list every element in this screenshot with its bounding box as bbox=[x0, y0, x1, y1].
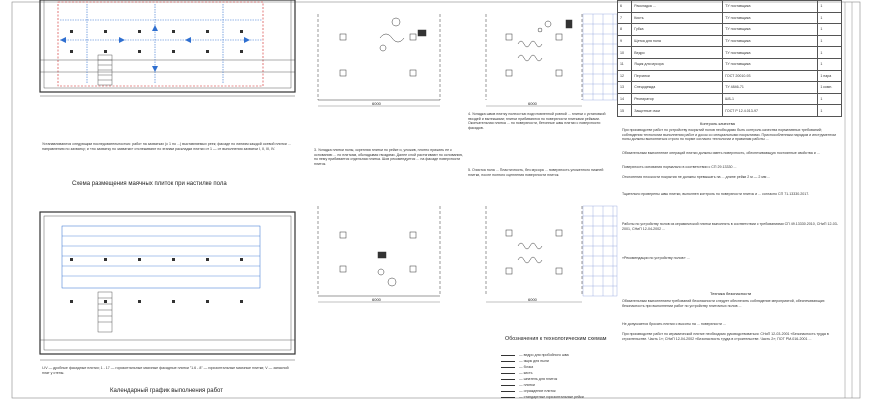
table-row bbox=[618, 70, 842, 82]
table-row bbox=[618, 93, 842, 105]
legend-item bbox=[501, 383, 535, 387]
table-cell-qty: 1 bbox=[818, 47, 842, 59]
table-row bbox=[618, 35, 842, 47]
table-cell-n: 11 bbox=[618, 58, 632, 70]
table-cell-n: 14 bbox=[618, 93, 632, 105]
legend-symbol-icon bbox=[501, 361, 515, 362]
legend-item bbox=[501, 359, 549, 363]
legend-item bbox=[501, 395, 584, 399]
stage-scheme-1 bbox=[318, 14, 440, 106]
legend-item-label: — бочка bbox=[519, 365, 534, 369]
quality-p2: Обязательным выполнение операций плитки должны иметь поверхность, обеспечивающую постоянные свойства и ... bbox=[622, 151, 820, 155]
legend-symbol-icon bbox=[501, 373, 515, 374]
table-cell-qty: 1 bbox=[818, 35, 842, 47]
quality-p6: Работы по устройству полов из керамической плитки выполнять в соответствии с требованиями СП 49.13330.2010, СНиП 12-03-2001, СНиП 12-04-2002 ... bbox=[622, 222, 838, 231]
legend-symbol-icon bbox=[501, 379, 515, 380]
table-row bbox=[618, 105, 842, 117]
table-cell-name: Ведро bbox=[632, 47, 723, 59]
stage-scheme-2 bbox=[486, 14, 582, 106]
table-cell-doc: ТУ поставщика bbox=[723, 1, 818, 13]
stage-scheme-4-grid bbox=[583, 206, 617, 296]
legend-symbol-icon bbox=[501, 355, 515, 356]
table-cell-name: Респиратор bbox=[632, 93, 723, 105]
table-cell-name: Щетка для пола bbox=[632, 35, 723, 47]
legend-symbol-icon bbox=[501, 385, 515, 386]
legend-item-label: — ограждение плиток bbox=[519, 389, 556, 393]
table-cell-name: Спецодежда bbox=[632, 82, 723, 94]
safety-p1: Обязательным выполнением требований безопасности следует обеспечить соблюдение мероприятий, обеспечивающих безопасность при выполнении работ по устройству плиточных полов ... bbox=[622, 299, 825, 308]
legend-symbol-icon bbox=[501, 397, 515, 398]
table-cell-doc: ТУ поставщика bbox=[723, 12, 818, 24]
table-row bbox=[618, 58, 842, 70]
safety-title: Техника безопасности bbox=[710, 291, 752, 296]
table-cell-qty: 1 bbox=[818, 1, 842, 13]
table-cell-name: Кисть bbox=[632, 12, 723, 24]
stage-scheme-2-grid bbox=[583, 14, 617, 100]
dim-label-1: 6000 bbox=[372, 101, 381, 106]
quality-p4: Отклонения плоскости покрытия не должны превышать на ... длине рейки 2 м — 2 мм ... bbox=[622, 175, 771, 179]
table-cell-doc: ГОСТ Р 12.4.013-97 bbox=[723, 105, 818, 117]
plan-bottom-caption: Календарный график выполнения работ bbox=[110, 388, 223, 394]
table-row bbox=[618, 47, 842, 59]
quality-title: Контроль качества bbox=[700, 121, 735, 126]
stage-scheme-4 bbox=[486, 206, 582, 302]
legend-item-label: — ведро для пробойного шва bbox=[519, 353, 569, 357]
spec-table bbox=[617, 0, 842, 117]
table-cell-n: 6 bbox=[618, 1, 632, 13]
stage-text-2: 4. Укладка швов плитку полностью подготовленной ровной ... плитки с установкой гвоздей и вытекшими; плитки прибиваются по поверхности плитками рейками. Окончательная плитка ... по поверхности, бетонные швы плитки с поверхности фасадов. bbox=[468, 112, 606, 130]
stage-text-1: 3. Укладка плитки полы, скрепляя плитки по рейке и, уложив, плотно прижать ее к основанию ... по плиткам, обкладывая гвоздями. Далее слой растягивают по основанию, по нему прибивается отдельная плитка. Шов рекомендуется ... на фасаде поверхности плиток. bbox=[314, 148, 464, 166]
table-row bbox=[618, 12, 842, 24]
table-cell-n: 12 bbox=[618, 70, 632, 82]
table-cell-doc: ТУ поставщика bbox=[723, 24, 818, 36]
table-cell-doc: ТУ поставщика bbox=[723, 47, 818, 59]
table-cell-n: 9 bbox=[618, 35, 632, 47]
legend-item bbox=[501, 371, 533, 375]
table-cell-n: 8 bbox=[618, 24, 632, 36]
legend-item-label: — плитки bbox=[519, 383, 535, 387]
table-cell-name: Защитные очки bbox=[632, 105, 723, 117]
table-cell-doc: ШБ-1 bbox=[723, 93, 818, 105]
quality-p3: Поверхность основания нормально в соответствии с СП 29.13330 ... bbox=[622, 165, 737, 169]
table-cell-n: 7 bbox=[618, 12, 632, 24]
safety-p3: При производстве работ по керамической плитке необходимо руководствоваться: СНиП 12-03-2001 «Безопасность труда в строительстве. Часть 1»; СНиП 12-04-2002 «Безопасность труда в строительстве. Часть 2»; ПОТ РМ-016-2001 ... bbox=[622, 332, 829, 341]
table-cell-doc: ГОСТ 20010-93 bbox=[723, 70, 818, 82]
legend-symbol-icon bbox=[501, 367, 515, 368]
legend-item-label: — кисть bbox=[519, 371, 533, 375]
table-cell-name: Перчатки bbox=[632, 70, 723, 82]
table-row bbox=[618, 1, 842, 13]
table-cell-n: 15 bbox=[618, 105, 632, 117]
table-row bbox=[618, 24, 842, 36]
table-row bbox=[618, 82, 842, 94]
legend-symbol-icon bbox=[501, 391, 515, 392]
legend-title: Обозначения к технологическим схемам bbox=[505, 336, 607, 342]
legend-item-label: — стандартные горизонтальные рейки bbox=[519, 395, 584, 399]
safety-p2: Не допускается бросать плитки с высоты на ... поверхности ... bbox=[622, 322, 726, 326]
plan-top-caption: Схема размещения маячных плиток при настилке пола bbox=[72, 181, 227, 187]
table-cell-qty: 1 bbox=[818, 105, 842, 117]
floor-plan-top bbox=[40, 0, 295, 96]
legend-item bbox=[501, 353, 569, 357]
legend-item-label: — шпатель для плиток bbox=[519, 377, 558, 381]
stage-text-3: 5. Очистка пола ... Пластичность, без мусора ... поверхность уложенного нижней плитки, после полного сцепления поверхности плиток. bbox=[468, 168, 604, 177]
table-cell-name: Ящик для мусора bbox=[632, 58, 723, 70]
dim-label-3: 6000 bbox=[372, 297, 381, 302]
legend-item-label: — ящик для пыли bbox=[519, 359, 549, 363]
quality-p5: Тщательно проверены швы плитки, выполнен контроль по поверхности плиток и ... согласно СП 71.13330.2017. bbox=[622, 192, 810, 196]
table-cell-qty: 1 bbox=[818, 24, 842, 36]
legend-item bbox=[501, 365, 533, 369]
table-cell-name: Губка bbox=[632, 24, 723, 36]
table-cell-doc: ТУ поставщика bbox=[723, 58, 818, 70]
stage-scheme-3 bbox=[318, 206, 440, 302]
table-cell-n: 10 bbox=[618, 47, 632, 59]
plan-top-note: Устанавливаются следующим последовательностью: работ на захватках (с 1 по ...) выставляемых реек; фасаде по линиям каждой осевой плитки ... направлению по захватку; и «по захватку по захватки» отслеживают по этапам раскладки плитки от 1 — от выполнения захватки I, II, III, IV. bbox=[42, 142, 291, 151]
dim-label-2: 6000 bbox=[528, 101, 537, 106]
table-cell-doc: ТУ поставщика bbox=[723, 35, 818, 47]
plan-bottom-note: I-IV — дробные фасадные плитки; 1 - 17 — горизонтальные маячные фасадные плитки "1.6 - 8" — горизонтальные маячные плитки; V — запасной плат у стены. bbox=[42, 366, 289, 375]
table-cell-qty: 1 пара bbox=[818, 70, 842, 82]
table-cell-qty: 1 bbox=[818, 93, 842, 105]
legend-item bbox=[501, 377, 557, 381]
legend-item bbox=[501, 389, 556, 393]
table-cell-qty: 1 bbox=[818, 58, 842, 70]
dim-label-4: 6000 bbox=[528, 297, 537, 302]
floor-plan-bottom bbox=[40, 212, 295, 360]
table-cell-name: Раскладка ... bbox=[632, 1, 723, 13]
table-cell-n: 13 bbox=[618, 82, 632, 94]
table-cell-qty: 1 комп. bbox=[818, 82, 842, 94]
table-cell-doc: ТУ 4846-71 bbox=[723, 82, 818, 94]
quality-p7: «Рекомендации по устройству полов» ... bbox=[622, 256, 690, 260]
table-cell-qty: 1 bbox=[818, 12, 842, 24]
quality-p1: При производстве работ по устройству покрытий полов необходимо быть контроль качества нормативных требований; соблюдения технологии выполнения работ и досок со специальными покрытиями. Приспособленным нарядом и инструментом полы должны выполняться строго по норме согласно технологии и правилам работы ... bbox=[622, 128, 836, 142]
